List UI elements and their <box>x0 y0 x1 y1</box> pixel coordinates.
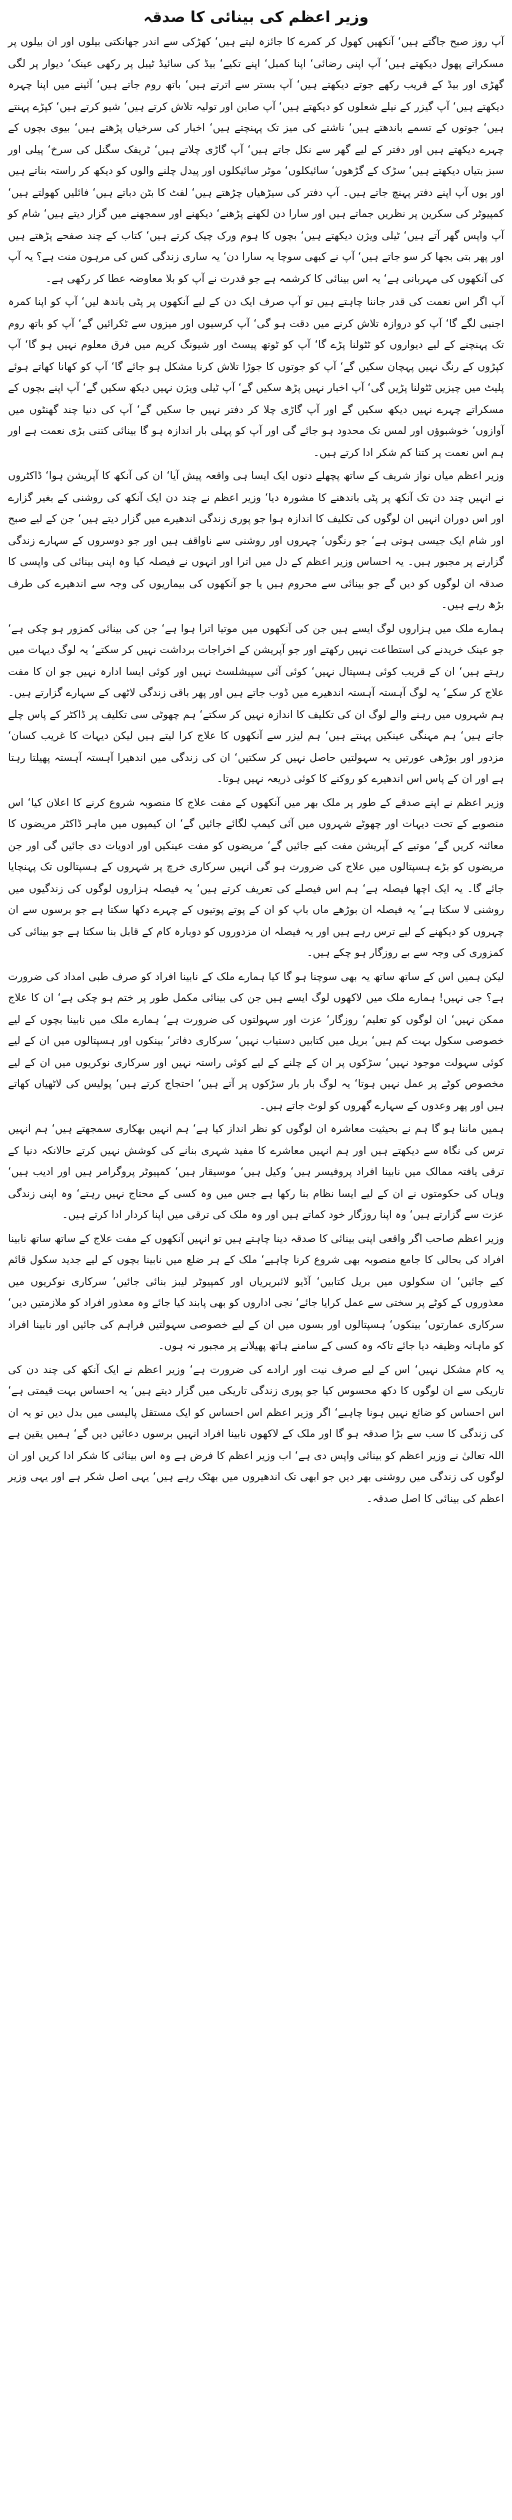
article-paragraph: یہ کام مشکل نہیں‘ اس کے لیے صرف نیت اور ارادے کی ضرورت ہے‘ وزیر اعظم نے ایک آنکھ کی چند دن کی تاریکی سے ان لوگوں کا دکھ محسوس کیا جو پوری زندگی تاریکی میں گزار دیتے ہیں‘ یہ احساس بہت قیمتی ہے‘ اس احساس کو ضائع نہیں ہونا چاہیے‘ اگر وزیر اعظم اس احساس کو ایک مستقل پالیسی میں بدل دیں تو یہ ان کی زندگی کا سب سے بڑا صدقہ ہو گا اور ملک کے لاکھوں نابینا افراد انہیں برسوں دعائیں دیں گے‘ ہمیں یقین ہے اللہ تعالیٰ نے وزیر اعظم کو بینائی واپس دی ہے‘ اب وزیر اعظم کا فرض ہے وہ اس بینائی کا شکر ادا کریں اور ان لوگوں کی زندگی میں روشنی بھر دیں جو ابھی تک اندھیروں میں بھٹک رہے ہیں‘ یہی اصل شکر ہے اور یہی وزیر اعظم کی بینائی کا اصل صدقہ۔ <box>8 1363 504 1505</box>
article-paragraph: وزیر اعظم صاحب اگر واقعی اپنی بینائی کا صدقہ دینا چاہتے ہیں تو انہیں آنکھوں کے مفت علاج کے ساتھ ساتھ نابینا افراد کی بحالی کا جامع منصوبہ بھی شروع کرنا چاہیے‘ ملک کے ہر ضلع میں نابینا بچوں کے لیے جدید سکول قائم کیے جائیں‘ ان سکولوں میں بریل کتابیں‘ آڈیو لائبریریاں اور کمپیوٹر لیبز بنائی جائیں‘ سرکاری نوکریوں میں معذوروں کے کوٹے پر سختی سے عمل کرایا جائے‘ نجی اداروں کو بھی پابند کیا جائے وہ معذور افراد کو ملازمتیں دیں‘ سرکاری عمارتوں‘ بینکوں‘ ہسپتالوں اور بسوں میں ان کے لیے خصوصی سہولتیں فراہم کی جائیں اور نابینا افراد کو ماہانہ وظیفہ دیا جائے تاکہ وہ کسی کے سامنے ہاتھ پھیلانے پر مجبور نہ ہوں۔ <box>8 1232 504 1352</box>
article-paragraph: وزیر اعظم میاں نواز شریف کے ساتھ پچھلے دنوں ایک ایسا ہی واقعہ پیش آیا‘ ان کی آنکھ کا آپریشن ہوا‘ ڈاکٹروں نے انہیں چند دن تک آنکھ پر پٹی باندھنے کا مشورہ دیا‘ وزیر اعظم نے چند دن ایک آنکھ کی روشنی کے بغیر گزارے اور اس دوران انہیں ان لوگوں کی تکلیف کا اندازہ ہوا جو پوری زندگی اندھیرے میں گزار دیتے ہیں‘ جن کے لیے صبح اور شام ایک جیسی ہوتی ہے‘ جو رنگوں‘ چہروں اور روشنی سے ناواقف ہیں اور جو دوسروں کے سہارے زندگی گزارنے پر مجبور ہیں۔ یہ احساس وزیر اعظم کے دل میں اترا اور انہوں نے فیصلہ کیا وہ اپنی بینائی کی واپسی کا صدقہ ان لوگوں کو دیں گے جو بینائی سے محروم ہیں یا جو آنکھوں کی بیماریوں کی وجہ سے اندھیرے کی طرف بڑھ رہے ہیں۔ <box>8 470 505 611</box>
article-paragraph: ہمارے ملک میں ہزاروں لوگ ایسے ہیں جن کی آنکھوں میں موتیا اترا ہوا ہے‘ جن کی بینائی کمزور ہو چکی ہے‘ جو عینک خریدنے کی استطاعت نہیں رکھتے اور جو آپریشن کے اخراجات برداشت نہیں کر سکتے‘ یہ لوگ دیہات میں رہتے ہیں‘ ان کے قریب کوئی ہسپتال نہیں‘ کوئی آئی سپیشلسٹ نہیں اور کوئی ایسا ادارہ نہیں جو ان کا مفت علاج کر سکے‘ یہ لوگ آہستہ آہستہ اندھیرے میں ڈوب جاتے ہیں اور پھر باقی زندگی لاٹھی کے سہارے گزارتے ہیں۔ ہم شہروں میں رہنے والے لوگ ان کی تکلیف کا اندازہ نہیں کر سکتے‘ ہم چھوٹی سی تکلیف پر ڈاکٹر کے پاس چلے جاتے ہیں‘ ہم مہنگی عینکیں پہنتے ہیں‘ ہم لیزر سے آنکھوں کا علاج کرا لیتے ہیں لیکن دیہات کا غریب کسان‘ مزدور اور بوڑھی عورتیں یہ سہولتیں حاصل نہیں کر سکتیں‘ ان کی زندگی میں اندھیرا آہستہ آہستہ پھیلتا رہتا ہے اور ان کے پاس اس اندھیرے کو روکنے کا کوئی ذریعہ نہیں ہوتا۔ <box>8 622 504 785</box>
article-paragraph: آپ اگر اس نعمت کی قدر جاننا چاہتے ہیں تو آپ صرف ایک دن کے لیے آنکھوں پر پٹی باندھ لیں‘ آپ کو اپنا کمرہ اجنبی لگے گا‘ آپ کو دروازہ تلاش کرنے میں دقت ہو گی‘ آپ کرسیوں اور میزوں سے ٹکرائیں گے‘ آپ کو باتھ روم تک پہنچنے کے لیے دیواروں کو ٹٹولنا پڑے گا‘ آپ کو ٹوتھ پیسٹ اور شیونگ کریم میں فرق معلوم نہیں ہو گا‘ آپ کپڑوں کے رنگ نہیں پہچان سکیں گے‘ آپ کو جوتوں کا جوڑا تلاش کرنا مشکل ہو جائے گا‘ آپ کو کھانا کھاتے ہوئے پلیٹ میں چیزیں ٹٹولنا پڑیں گی‘ آپ اخبار نہیں پڑھ سکیں گے‘ آپ ٹیلی ویژن نہیں دیکھ سکیں گے‘ آپ اپنے بچوں کے مسکراتے چہرے نہیں دیکھ سکیں گے اور آپ گاڑی چلا کر دفتر نہیں جا سکیں گے‘ آپ کی دنیا چند گھنٹوں میں آوازوں‘ خوشبوؤں اور لمس تک محدود ہو جائے گی اور آپ کو پہلی بار اندازہ ہو گا بینائی کتنی بڑی نعمت ہے اور ہم اس نعمت پر کتنا کم شکر ادا کرتے ہیں۔ <box>8 296 504 459</box>
article-body <box>8 32 504 1510</box>
article-paragraph: لیکن ہمیں اس کے ساتھ ساتھ یہ بھی سوچنا ہو گا کیا ہمارے ملک کے نابینا افراد کو صرف طبی امداد کی ضرورت ہے؟ جی نہیں! ہمارے ملک میں لاکھوں لوگ ایسے ہیں جن کی بینائی مکمل طور پر ختم ہو چکی ہے‘ ان کا علاج ممکن نہیں‘ ان لوگوں کو تعلیم‘ روزگار‘ عزت اور سہولتوں کی ضرورت ہے‘ ہمارے ملک میں نابینا بچوں کے لیے خصوصی سکول بہت کم ہیں‘ بریل میں کتابیں دستیاب نہیں‘ سرکاری دفاتر‘ بینکوں اور ہسپتالوں میں ان کے لیے کوئی سہولت موجود نہیں‘ سڑکوں پر ان کے چلنے کے لیے کوئی راستہ نہیں اور سرکاری نوکریوں میں ان کے لیے مخصوص کوٹے پر عمل نہیں ہوتا‘ یہ لوگ بار بار سڑکوں پر آتے ہیں‘ احتجاج کرتے ہیں‘ پولیس کی لاٹھیاں کھاتے ہیں اور پھر وعدوں کے سہارے گھروں کو لوٹ جاتے ہیں۔ <box>8 970 504 1112</box>
article-paragraph: وزیر اعظم نے اپنے صدقے کے طور پر ملک بھر میں آنکھوں کے مفت علاج کا منصوبہ شروع کرنے کا اعلان کیا‘ اس منصوبے کے تحت دیہات اور چھوٹے شہروں میں آئی کیمپ لگائے جائیں گے‘ ان کیمپوں میں ماہر ڈاکٹر مریضوں کا معائنہ کریں گے‘ موتیے کے آپریشن مفت کیے جائیں گے‘ مریضوں کو مفت عینکیں اور ادویات دی جائیں گی اور جن مریضوں کو بڑے ہسپتالوں میں علاج کی ضرورت ہو گی انہیں سرکاری خرچ پر شہروں کے ہسپتالوں تک پہنچایا جائے گا۔ یہ ایک اچھا فیصلہ ہے‘ ہم اس فیصلے کی تعریف کرتے ہیں‘ یہ فیصلہ ہزاروں لوگوں کی زندگیوں میں روشنی لا سکتا ہے‘ یہ فیصلہ ان بوڑھے ماں باپ کو ان کے پوتے پوتیوں کے چہرے دکھا سکتا ہے جو برسوں سے ان چہروں کو دیکھنے کے لیے ترس رہے ہیں اور یہ فیصلہ ان مزدوروں کو دوبارہ کام کے قابل بنا سکتا ہے جو بینائی کی کمزوری کی وجہ سے بے روزگار ہو چکے ہیں۔ <box>8 796 504 959</box>
article-headline: وزیر اعظم کی بینائی کا صدقہ <box>143 8 369 26</box>
article-paragraph: آپ روز صبح جاگتے ہیں‘ آنکھیں کھول کر کمرے کا جائزہ لیتے ہیں‘ کھڑکی سے اندر جھانکتی بیلوں اور ان بیلوں پر مسکراتے پھول دیکھتے ہیں‘ آپ اپنی رضائی‘ اپنا کمبل‘ اپنے تکیے‘ بیڈ کی سائیڈ ٹیبل پر رکھی عینک‘ دیوار پر لگی گھڑی اور بیڈ کے قریب رکھے جوتے دیکھتے ہیں‘ آپ بستر سے اترتے ہیں‘ باتھ روم جاتے ہیں‘ آئینے میں اپنا چہرہ دیکھتے ہیں‘ آپ گیزر کے نیلے شعلوں کو دیکھتے ہیں‘ آپ صابن اور تولیہ تلاش کرتے ہیں‘ شیو کرتے ہیں‘ کپڑے پہنتے ہیں‘ جوتوں کے تسمے باندھتے ہیں‘ ناشتے کی میز تک پہنچتے ہیں‘ اخبار کی سرخیاں پڑھتے ہیں‘ بیوی بچوں کے چہرے دیکھتے ہیں اور دفتر کے لیے گھر سے نکل جاتے ہیں‘ آپ گاڑی چلاتے ہیں‘ ٹریفک سگنل کی سرخ‘ پیلی اور سبز بتیاں دیکھتے ہیں‘ سڑک کے گڑھوں‘ سائیکلوں‘ موٹر سائیکلوں اور پیدل چلنے والوں کو دیکھ کر راستہ بناتے ہیں اور یوں آپ اپنے دفتر پہنچ جاتے ہیں۔ آپ دفتر کی سیڑھیاں چڑھتے ہیں‘ لفٹ کا بٹن دباتے ہیں‘ فائلیں کھولتے ہیں‘ کمپیوٹر کی سکرین پر نظریں جماتے ہیں اور سارا دن لکھنے پڑھنے‘ دیکھنے اور سمجھنے میں گزار دیتے ہیں‘ شام کو آپ واپس گھر آتے ہیں‘ ٹیلی ویژن دیکھتے ہیں‘ بچوں کا ہوم ورک چیک کرتے ہیں‘ کتاب کے چند صفحے پڑھتے ہیں اور پھر بتی بجھا کر سو جاتے ہیں‘ آپ نے کبھی سوچا یہ سارا دن‘ یہ ساری زندگی کس کی مرہون منت ہے؟ یہ آپ کی آنکھوں کی مہربانی ہے‘ یہ اس بینائی کا کرشمہ ہے جو قدرت نے آپ کو بلا معاوضہ عطا کر رکھی ہے۔ <box>8 36 504 285</box>
article-paragraph: ہمیں ماننا ہو گا ہم نے بحیثیت معاشرہ ان لوگوں کو نظر انداز کیا ہے‘ ہم انہیں بھکاری سمجھتے ہیں‘ ہم انہیں ترس کی نگاہ سے دیکھتے ہیں اور ہم انہیں معاشرے کا مفید شہری بنانے کی کوشش نہیں کرتے حالانکہ دنیا کے ترقی یافتہ ممالک میں نابینا افراد پروفیسر ہیں‘ وکیل ہیں‘ موسیقار ہیں‘ کمپیوٹر پروگرامر ہیں اور ادیب ہیں‘ وہاں کی حکومتوں نے ان کے لیے ایسا نظام بنا رکھا ہے جس میں وہ کسی کے محتاج نہیں رہتے‘ وہ اپنی زندگی عزت سے گزارتے ہیں‘ وہ اپنا روزگار خود کماتے ہیں اور وہ ملک کی ترقی میں اپنا کردار ادا کرتے ہیں۔ <box>8 1123 504 1221</box>
